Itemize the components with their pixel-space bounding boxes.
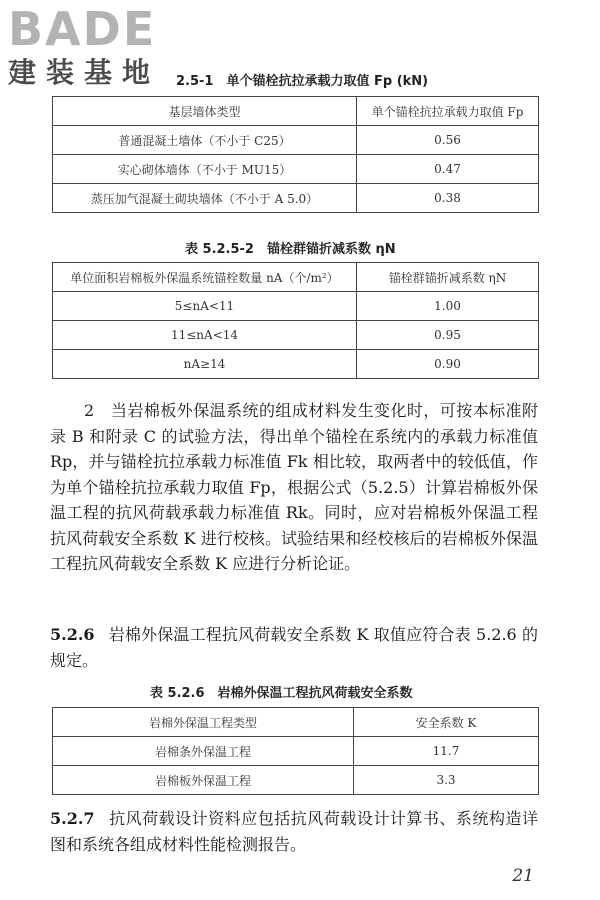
- table-row: [53, 321, 539, 350]
- table-cell: 蒸压加气混凝土砌块墙体（不小于 A 5.0）: [53, 184, 357, 213]
- logo-wordmark: BADE: [8, 2, 157, 56]
- paragraph-text: 2 当岩棉板外保温系统的组成材料发生变化时，可按本标准附录 B 和附录 C 的试验方法，得出单个锚栓在系统内的承载力标准值 Rp，并与锚栓抗拉承载力标准值 Fk 相比较，取两者中的较低值，作为单个锚栓抗拉承载力取值 Fp，根据公式（5.2.5）计算岩棉板外保温工程的抗风荷载承载力标准值 Rk。同时，应对岩棉板外保温工程抗风荷载安全系数 K 进行校核。试验结果和经校核后的岩棉板外保温工程抗风荷载安全系数 K 应进行分析论证。: [50, 401, 538, 573]
- section-text: 抗风荷载设计资料应包括抗风荷载设计计算书、系统构造详图和系统各组成材料性能检测报告。: [50, 809, 538, 854]
- table-header-cell: 安全系数 K: [354, 708, 539, 737]
- table-cell: 岩棉板外保温工程: [53, 766, 354, 795]
- table-cell: 11≤nA<14: [53, 321, 357, 350]
- table-cell: 1.00: [357, 292, 539, 321]
- table-cell: 0.95: [357, 321, 539, 350]
- table-header-cell: 岩棉外保温工程类型: [53, 708, 354, 737]
- table-row: [53, 292, 539, 321]
- table2: [52, 262, 539, 379]
- table-cell: 0.47: [357, 155, 539, 184]
- section-5-2-6: [50, 622, 538, 673]
- section-text: 岩棉外保温工程抗风荷载安全系数 K 取值应符合表 5.2.6 的规定。: [50, 625, 538, 670]
- table-cell: 5≤nA<11: [53, 292, 357, 321]
- table-cell: 0.90: [357, 350, 539, 379]
- table-cell: 3.3: [354, 766, 539, 795]
- table-row: [53, 737, 539, 766]
- table-header-row: [53, 263, 539, 292]
- table-cell: nA≥14: [53, 350, 357, 379]
- table-header-cell: 单个锚栓抗拉承载力取值 Fp: [357, 97, 539, 126]
- table2-caption: 表 5.2.5-2 锚栓群锚折减系数 ηN: [185, 242, 396, 257]
- table-row: [53, 184, 539, 213]
- logo-subtitle: 建装基地: [8, 56, 161, 89]
- table-cell: 0.38: [357, 184, 539, 213]
- table1: [52, 96, 539, 213]
- table-cell: 普通混凝土墙体（不小于 C25）: [53, 126, 357, 155]
- paragraph-item-2: [50, 398, 538, 577]
- table-cell: 岩棉条外保温工程: [53, 737, 354, 766]
- table-row: [53, 766, 539, 795]
- bade-logo: [8, 4, 178, 88]
- table-row: [53, 350, 539, 379]
- table1-caption: 2.5-1 单个锚栓抗拉承载力取值 Fp (kN): [176, 74, 429, 89]
- table-row: [53, 155, 539, 184]
- table-cell: 11.7: [354, 737, 539, 766]
- table3-caption: 表 5.2.6 岩棉外保温工程抗风荷载安全系数: [150, 686, 413, 701]
- table-row: [53, 126, 539, 155]
- table-cell: 0.56: [357, 126, 539, 155]
- section-number: 5.2.7: [50, 809, 95, 828]
- table-header-cell: 单位面积岩棉板外保温系统锚栓数量 nA（个/m²）: [53, 263, 357, 292]
- table-header-cell: 锚栓群锚折减系数 ηN: [357, 263, 539, 292]
- page-number: 21: [512, 866, 534, 886]
- section-5-2-7: [50, 806, 538, 857]
- table-header-row: [53, 708, 539, 737]
- section-number: 5.2.6: [50, 625, 95, 644]
- table-cell: 实心砌体墙体（不小于 MU15）: [53, 155, 357, 184]
- table-header-cell: 基层墙体类型: [53, 97, 357, 126]
- table-header-row: [53, 97, 539, 126]
- table3: [52, 707, 539, 795]
